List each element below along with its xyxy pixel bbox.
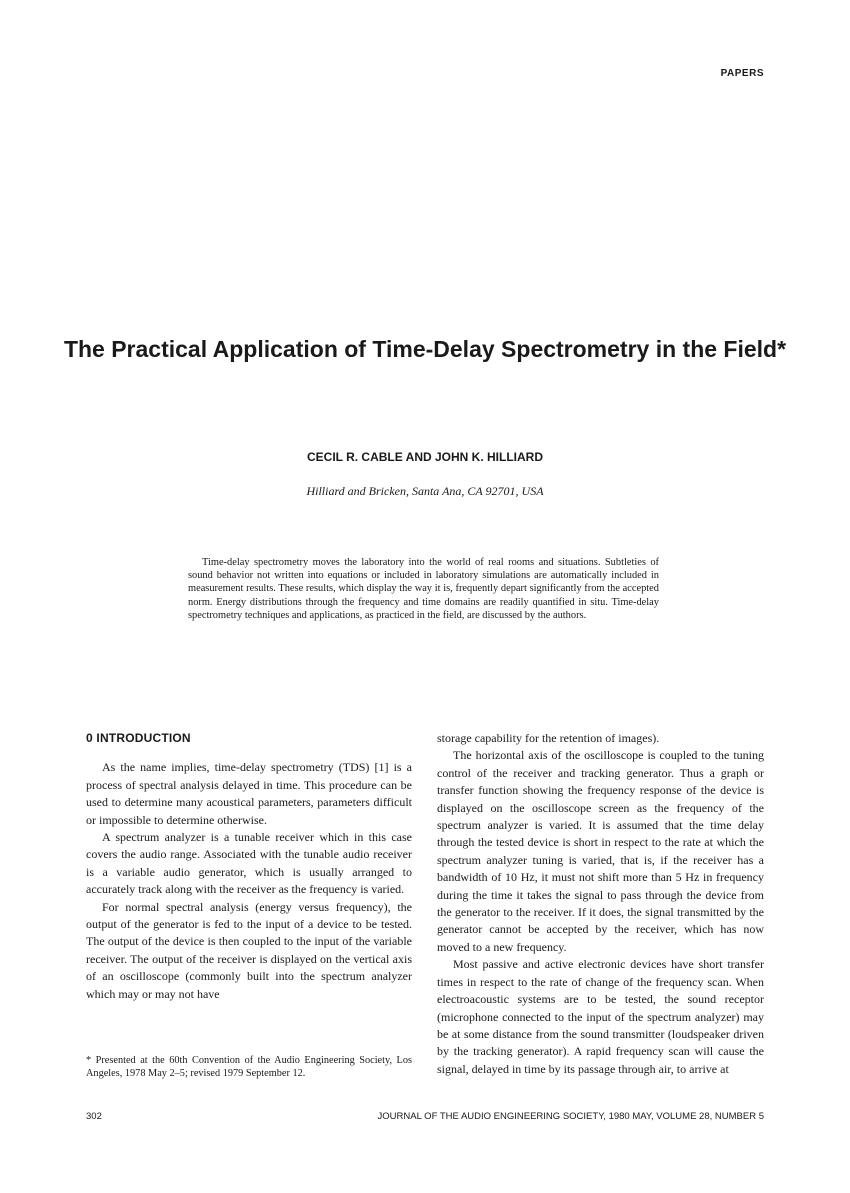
footnote: * Presented at the 60th Convention of the Audio Engineering Society, Los Angeles, 1978 May 2–5; revised 1979 September 12. [86, 1055, 412, 1079]
left-column [86, 730, 412, 1003]
body-paragraph: As the name implies, time-delay spectrometry (TDS) [1] is a process of spectral analysis delayed in time. This procedure can be used to determine many acoustical parameters, parameters difficult or impossible to determine otherwise. [86, 760, 412, 827]
body-paragraph: storage capability for the retention of images). [437, 731, 660, 745]
section-heading: 0 INTRODUCTION [86, 731, 191, 745]
body-paragraph: For normal spectral analysis (energy versus frequency), the output of the generator is fed to the input of a device to be tested. The output of the device is then coupled to the input of the variable receiver. The output of the receiver is displayed on the vertical axis of an oscilloscope (commonly built into the spectrum analyzer which may or may not have [86, 899, 412, 1001]
article-authors: CECIL R. CABLE AND JOHN K. HILLIARD [306, 450, 543, 464]
article-title: The Practical Application of Time-Delay Spectrometry in the Field* [63, 336, 787, 362]
abstract: Time-delay spectrometry moves the laboratory into the world of real rooms and situations. Subtleties of sound behavior not written into equations or included in laboratory simulations are automatically included in measurement results. These results, which display the way it is, frequently depart significantly from the accepted norm. Energy distributions through the frequency and time domains are readily quantified in situ. Time-delay spectrometry techniques and applications, as practiced in the field, are discussed by the authors. [188, 557, 659, 621]
author-affiliation: Hilliard and Bricken, Santa Ana, CA 92701, USA [306, 484, 544, 498]
journal-citation: JOURNAL OF THE AUDIO ENGINEERING SOCIETY, 1980 MAY, VOLUME 28, NUMBER 5 [377, 1111, 764, 1122]
body-paragraph: The horizontal axis of the oscilloscope is coupled to the tuning control of the receiver and tracking generator. Thus a graph or transfer function showing the frequency response of the device is displayed on the oscilloscope screen as the frequency of the spectrum analyzer is varied. It is assumed that the time delay through the tested device is short in respect to the rate at which the spectrum analyzer tuning is varied, that is, if the receiver has a bandwidth of 10 Hz, it must not shift more than 5 Hz in frequency during the time it takes the signal to pass through the device from the generator to the receiver. If it does, the signal transmitted by the generator cannot be accepted by the receiver, which has now moved to a new frequency. [437, 748, 764, 954]
page-number: 302 [86, 1111, 102, 1122]
section-label: PAPERS [720, 68, 764, 79]
body-paragraph: A spectrum analyzer is a tunable receiver which in this case covers the audio range. Associated with the tunable audio receiver is a variable audio generator, which is usually arranged to accurately track along with the receiver as the frequency is varied. [86, 830, 412, 897]
right-column [437, 730, 764, 1078]
body-paragraph: Most passive and active electronic devices have short transfer times in respect to the rate of change of the frequency scan. When electroacoustic systems are to be tested, the sound receptor (microphone connected to the input of the spectrum analyzer) may be at some distance from the sound transmitter (loudspeaker driven by the tracking generator). A rapid frequency scan will cause the signal, delayed in time by its passage through air, to arrive at [437, 957, 764, 1076]
